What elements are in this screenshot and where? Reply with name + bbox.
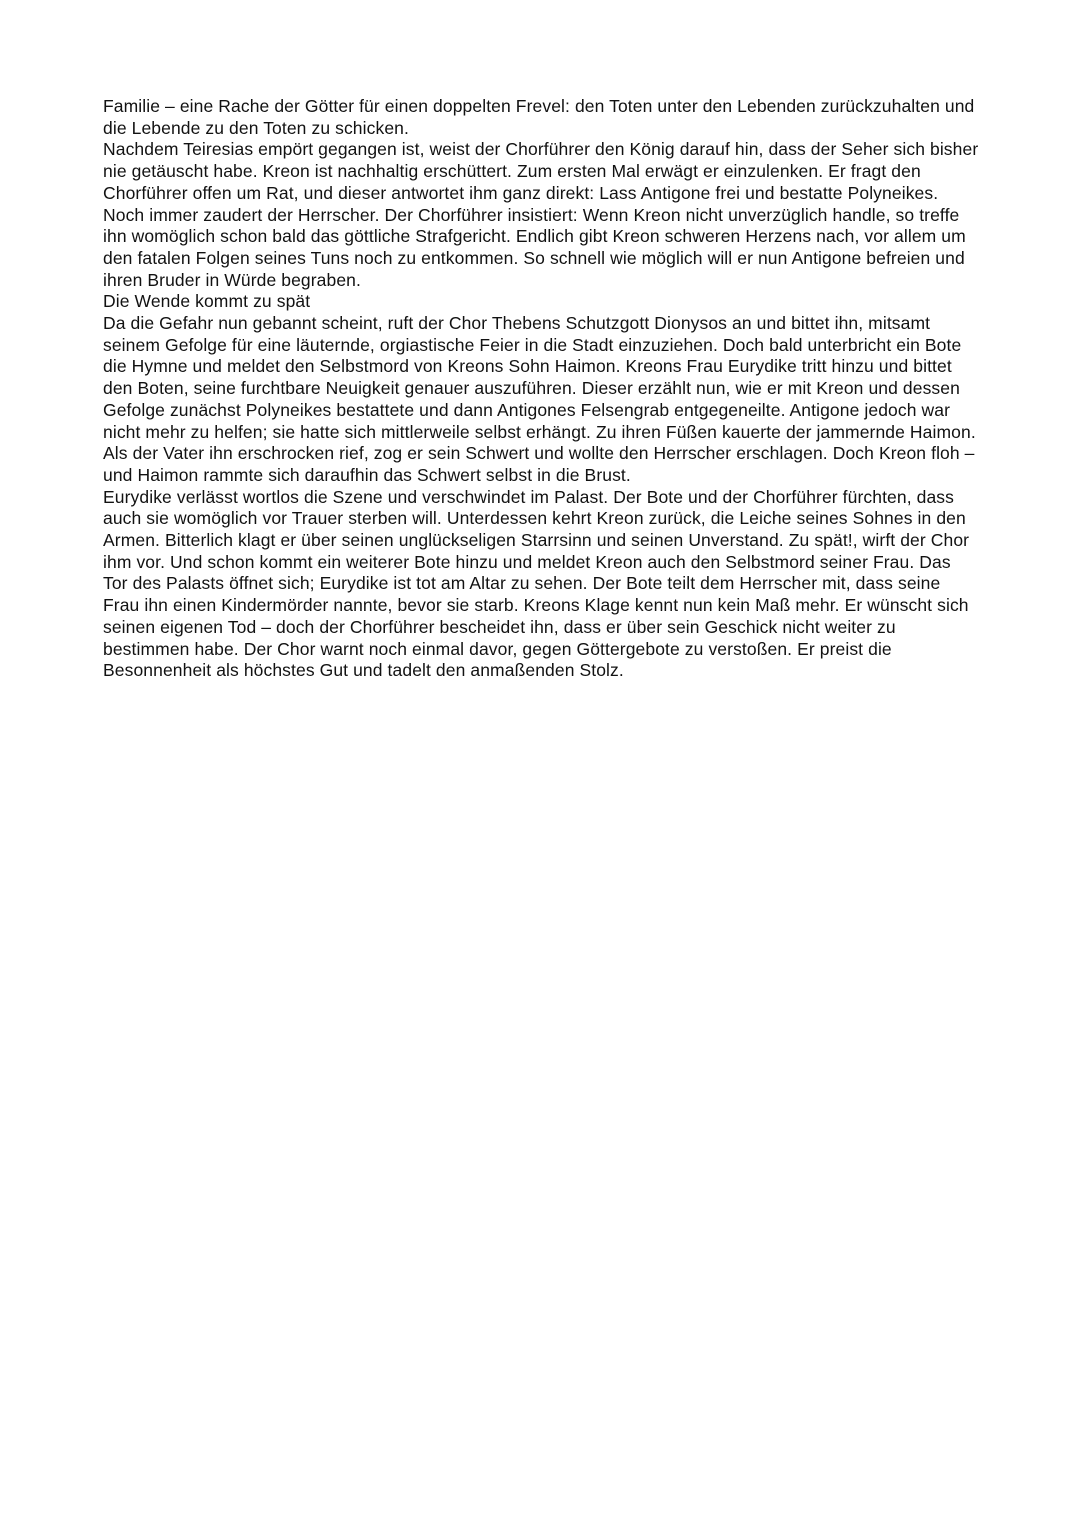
paragraph-bote-bericht: Da die Gefahr nun gebannt scheint, ruft der Chor Thebens Schutzgott Dionysos an und bittet ihn, mitsamt seinem Gefolge für eine läuternde, orgiastische Feier in die Stadt einzuziehen. Doch bald unterbricht ein Bote die Hymne und meldet den Selbstmord von Kreons Sohn Haimon. Kreons Frau Eurydike tritt hinzu und bittet den Boten, seine furchtbare Neuigkeit genauer auszuführen. Dieser erzählt nun, wie er mit Kreon und dessen Gefolge zunächst Polyneikes bestattete und dann Antigones Felsengrab entgegeneilte. Antigone jedoch war nicht mehr zu helfen; sie hatte sich mittlerweile selbst erhängt. Zu ihren Füßen kauerte der jammernde Haimon. Als der Vater ihn erschrocken rief, zog er sein Schwert und wollte den Herrscher erschlagen. Doch Kreon floh – und Haimon rammte sich daraufhin das Schwert selbst in die Brust. — [103, 313, 976, 485]
paragraph-intro: Familie – eine Rache der Götter für einen doppelten Frevel: den Toten unter den Lebenden zurückzuhalten und die Lebende zu den Toten zu schicken. — [103, 96, 975, 138]
section-heading-die-wende: Die Wende kommt zu spät — [103, 291, 311, 312]
paragraph-kreon-relents: Nachdem Teiresias empört gegangen ist, weist der Chorführer den König darauf hin, dass der Seher sich bisher nie getäuscht habe. Kreon ist nachhaltig erschüttert. Zum ersten Mal erwägt er einzulenken. Er fragt den Chorführer offen um Rat, und dieser antwortet ihm ganz direkt: Lass Antigone frei und bestatte Polyneikes. Noch immer zaudert der Herrscher. Der Chorführer insistiert: Wenn Kreon nicht unverzüglich handle, so treffe ihn womöglich schon bald das göttliche Strafgericht. Endlich gibt Kreon schweren Herzens nach, vor allem um den fatalen Folgen seines Tuns noch zu entkommen. So schnell wie möglich will er nun Antigone befreien und ihren Bruder in Würde begraben. — [103, 139, 979, 290]
paragraph-schluss: Eurydike verlässt wortlos die Szene und verschwindet im Palast. Der Bote und der Chorführer fürchten, dass auch sie womöglich vor Trauer sterben will. Unterdessen kehrt Kreon zurück, die Leiche seines Sohnes in den Armen. Bitterlich klagt er über seinen unglückseligen Starrsinn und seinen Unverstand. Zu spät!, wirft der Chor ihm vor. Und schon kommt ein weiterer Bote hinzu und meldet Kreon auch den Selbstmord seiner Frau. Das Tor des Palasts öffnet sich; Eurydike ist tot am Altar zu sehen. Der Bote teilt dem Herrscher mit, dass seine Frau ihn einen Kindermörder nannte, bevor sie starb. Kreons Klage kennt nun kein Maß mehr. Er wünscht sich seinen eigenen Tod – doch der Chorführer bescheidet ihn, dass er über sein Geschick nicht weiter zu bestimmen habe. Der Chor warnt noch einmal davor, gegen Göttergebote zu verstoßen. Er preist die Besonnenheit als höchstes Gut und tadelt den anmaßenden Stolz. — [103, 486, 970, 681]
document-text-block — [103, 96, 979, 682]
